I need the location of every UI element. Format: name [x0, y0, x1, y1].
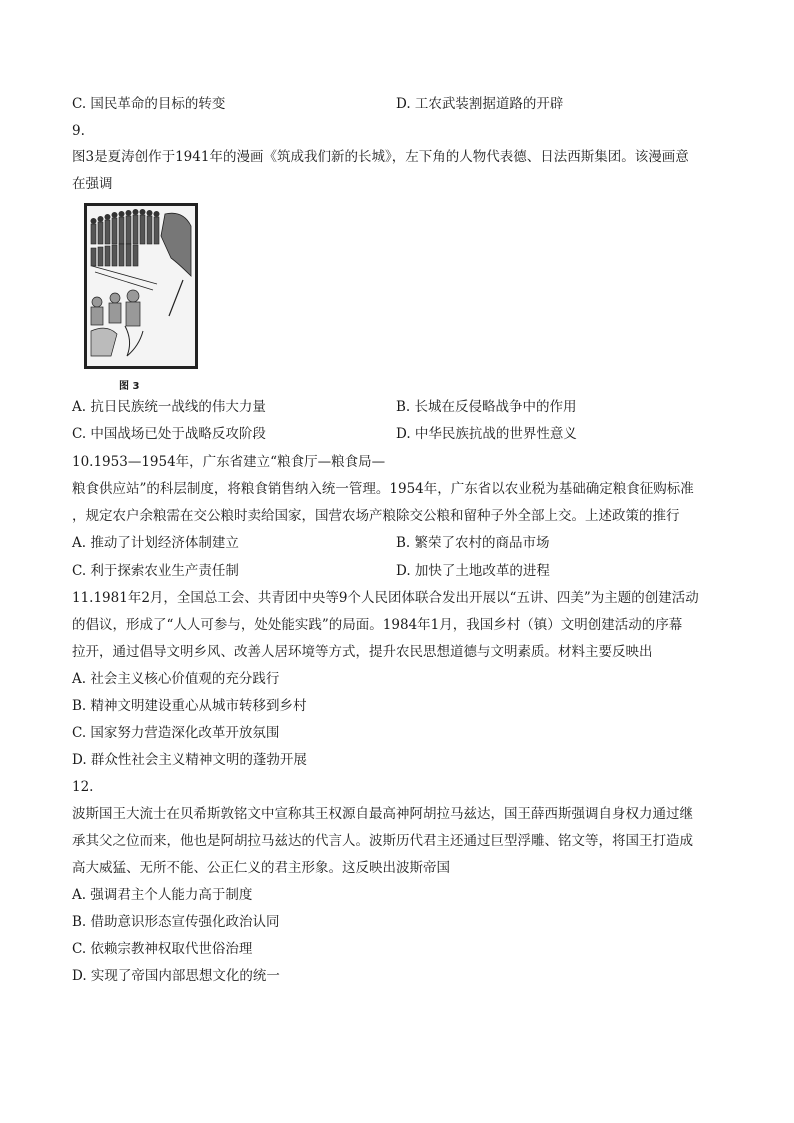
q10-stem-line2: 粮食供应站”的科层制度，将粮食销售纳入统一管理。1954年，广东省以农业税为基础确定粮食征购标准 [72, 481, 694, 497]
q11-option-c: C. 国家努力营造深化改革开放氛围 [72, 725, 280, 741]
q10-option-a: A. 推动了计划经济体制建立 [72, 535, 239, 551]
q12-option-c: C. 依赖宗教神权取代世俗治理 [72, 941, 253, 957]
q9-option-a: A. 抗日民族统一战线的伟大力量 [72, 399, 266, 415]
q9-option-d: D. 中华民族抗战的世界性意义 [396, 426, 577, 442]
q9-cartoon-figure [84, 203, 198, 369]
q12-option-a: A. 强调君主个人能力高于制度 [72, 887, 253, 903]
q11-option-d: D. 群众性社会主义精神文明的蓬勃开展 [72, 752, 307, 768]
q9-figure-caption: 图 3 [119, 381, 140, 392]
q10-option-d: D. 加快了土地改革的进程 [396, 563, 550, 579]
q9-stem-line1: 图3是夏涛创作于1941年的漫画《筑成我们新的长城》，左下角的人物代表德、日法西斯集团。该漫画意 [72, 149, 689, 165]
q12-option-b: B. 借助意识形态宣传强化政治认同 [72, 914, 280, 930]
cartoon-illustration [87, 206, 195, 366]
q8-option-d: D. 工农武装割据道路的开辟 [396, 96, 564, 112]
q11-stem-line2: 的倡议，形成了“人人可参与，处处能实践”的局面。1984年1月，我国乡村（镇）文明创建活动的序幕 [72, 617, 683, 633]
q10-stem-line1: 10.1953—1954年，广东省建立“粮食厅—粮食局— [72, 454, 386, 470]
q10-option-b: B. 繁荣了农村的商品市场 [396, 535, 550, 551]
q12-stem-line3: 高大威猛、无所不能、公正仁义的君主形象。这反映出波斯帝国 [72, 860, 450, 876]
q12-number: 12. [72, 779, 94, 795]
q12-stem-line2: 承其父之位而来，他也是阿胡拉马兹达的代言人。波斯历代君主还通过巨型浮雕、铭文等，将国王打造成 [72, 833, 693, 849]
q9-option-c: C. 中国战场已处于战略反攻阶段 [72, 426, 266, 442]
q10-option-c: C. 利于探索农业生产责任制 [72, 563, 239, 579]
q11-option-a: A. 社会主义核心价值观的充分践行 [72, 671, 280, 687]
q9-stem-line2: 在强调 [72, 176, 113, 192]
q12-stem-line1: 波斯国王大流士在贝希斯敦铭文中宣称其王权源自最高神阿胡拉马兹达，国王薛西斯强调自身权力通过继 [72, 806, 693, 822]
q9-number: 9. [72, 123, 85, 139]
q10-stem-line3: ，规定农户余粮需在交公粮时卖给国家，国营农场产粮除交公粮和留种子外全部上交。上述政策的推行 [72, 508, 680, 524]
q11-stem-line3: 拉开，通过倡导文明乡风、改善人居环境等方式，提升农民思想道德与文明素质。材料主要反映出 [72, 644, 653, 660]
q11-stem-line1: 11.1981年2月，全国总工会、共青团中央等9个人民团体联合发出开展以“五讲、四美”为主题的创建活动 [72, 590, 699, 606]
q9-option-b: B. 长城在反侵略战争中的作用 [396, 399, 577, 415]
q8-option-c: C. 国民革命的目标的转变 [72, 96, 226, 112]
q12-option-d: D. 实现了帝国内部思想文化的统一 [72, 968, 280, 984]
q11-option-b: B. 精神文明建设重心从城市转移到乡村 [72, 698, 307, 714]
